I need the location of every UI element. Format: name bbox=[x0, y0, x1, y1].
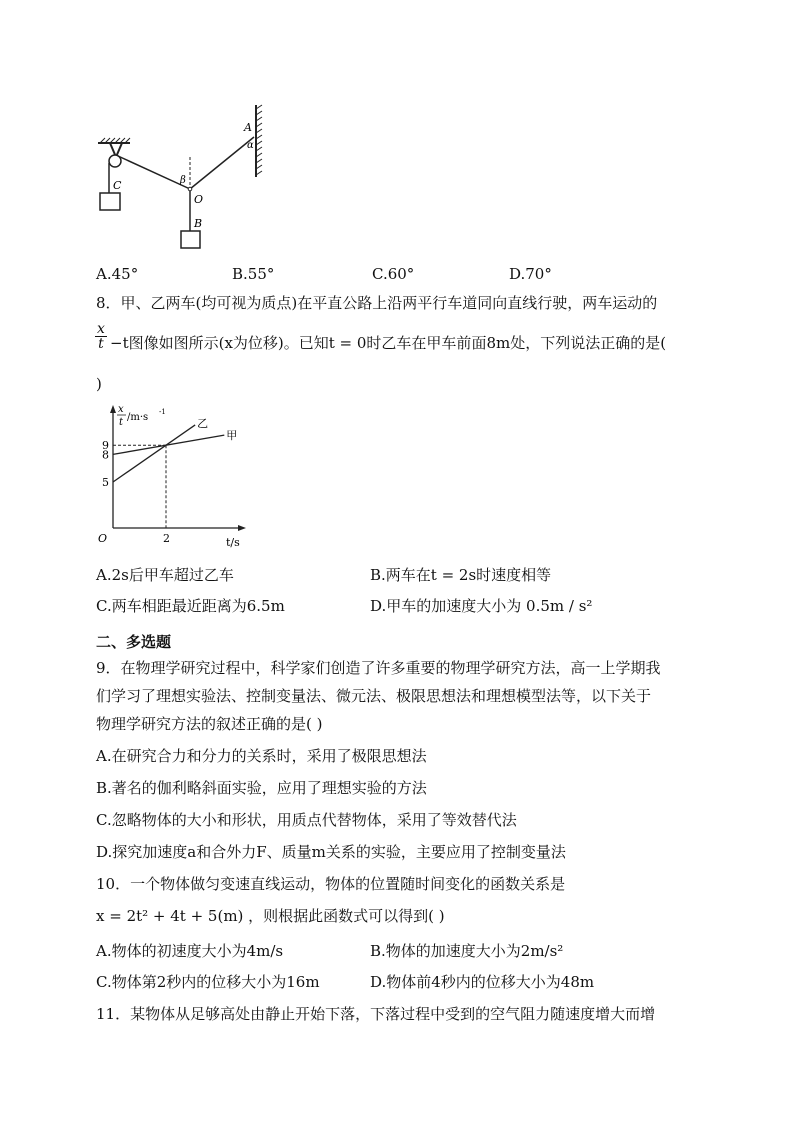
q9-option-c[interactable]: C.忽略物体的大小和形状，用质点代替物体，采用了等效替代法 bbox=[96, 811, 517, 829]
q7-pulley-figure bbox=[90, 95, 290, 255]
y-unit: /m·s bbox=[127, 412, 149, 423]
x-tick-2: 2 bbox=[163, 532, 170, 545]
q8-stem-line2: −t图像如图所示(x为位移)。已知t = 0时乙车在甲车前面8m处，下列说法正确的是( bbox=[110, 334, 667, 352]
y-label-num: x bbox=[118, 404, 124, 415]
q8-option-d[interactable]: D.甲车的加速度大小为 0.5m / s² bbox=[370, 597, 593, 615]
series-line-yi bbox=[113, 425, 195, 482]
q9-stem-line2: 们学习了理想实验法、控制变量法、微元法、极限思想法和理想模型法等，以下关于 bbox=[96, 687, 652, 705]
q8-stem-line3: ) bbox=[96, 375, 102, 393]
section-2-title: 二、多选题 bbox=[96, 633, 172, 651]
q7-option-b[interactable]: B.55° bbox=[232, 265, 275, 283]
q8-frac-num: x bbox=[97, 321, 105, 337]
q8-option-a[interactable]: A.2s后甲车超过乙车 bbox=[96, 566, 234, 584]
q7-option-c[interactable]: C.60° bbox=[372, 265, 415, 283]
q8-fraction bbox=[95, 322, 107, 351]
y-axis-arrow-icon bbox=[110, 405, 116, 413]
chart-marks bbox=[102, 417, 237, 545]
q9-stem-line1: 9．在物理学研究过程中，科学家们创造了许多重要的物理学研究方法，高一上学期我 bbox=[96, 659, 661, 677]
q7-option-d[interactable]: D.70° bbox=[509, 265, 552, 283]
block-b bbox=[181, 231, 200, 248]
rope-o-a bbox=[190, 137, 254, 189]
x-axis-label: t/s bbox=[226, 536, 240, 549]
block-c bbox=[100, 193, 120, 210]
q10-stem-line2: x = 2t² + 4t + 5(m) ，则根据此函数式可以得到( ) bbox=[96, 907, 445, 925]
q10-option-b[interactable]: B.物体的加速度大小为2m/s² bbox=[370, 942, 564, 960]
label-beta: β bbox=[180, 175, 186, 186]
q8-option-c[interactable]: C.两车相距最近距离为6.5m bbox=[96, 597, 285, 615]
q9-stem-line3: 物理学研究方法的叙述正确的是( ) bbox=[96, 715, 323, 733]
label-o: O bbox=[194, 193, 204, 206]
label-a: A bbox=[244, 121, 252, 134]
q10-option-c[interactable]: C.物体第2秒内的位移大小为16m bbox=[96, 973, 320, 991]
q10-stem-line1: 10．一个物体做匀变速直线运动，物体的位置随时间变化的函数关系是 bbox=[96, 875, 566, 893]
series-label-yi: 乙 bbox=[197, 416, 209, 430]
series-label-jia: 甲 bbox=[226, 429, 238, 443]
q7-option-a[interactable]: A.45° bbox=[96, 265, 139, 283]
label-c: C bbox=[113, 179, 122, 192]
x-axis-arrow-icon bbox=[238, 525, 246, 531]
q8-stem-line1: 8．甲、乙两车(均可视为质点)在平直公路上沿两平行车道同向直线行驶，两车运动的 bbox=[96, 294, 658, 312]
q8-frac-den: t bbox=[95, 336, 107, 351]
q10-option-a[interactable]: A.物体的初速度大小为4m/s bbox=[96, 942, 284, 960]
q7-options bbox=[96, 264, 696, 284]
q8-xt-graph bbox=[95, 400, 255, 550]
y-tick-5: 5 bbox=[102, 476, 109, 489]
q11-stem-line1: 11．某物体从足够高处由静止开始下落，下落过程中受到的空气阻力随速度增大而增 bbox=[96, 1005, 656, 1023]
knot-o bbox=[188, 187, 192, 191]
y-label-den: t bbox=[119, 417, 124, 428]
label-b: B bbox=[194, 217, 203, 230]
y-tick-9: 9 bbox=[102, 439, 109, 453]
q10-option-d[interactable]: D.物体前4秒内的位移大小为48m bbox=[370, 973, 595, 991]
q9-option-b[interactable]: B.著名的伽利略斜面实验，应用了理想实验的方法 bbox=[96, 779, 427, 797]
q9-option-a[interactable]: A.在研究合力和分力的关系时，采用了极限思想法 bbox=[96, 747, 427, 765]
origin-label: O bbox=[98, 532, 108, 545]
q9-option-d[interactable]: D.探究加速度a和合外力F、质量m关系的实验，主要应用了控制变量法 bbox=[96, 843, 566, 861]
q8-option-b[interactable]: B.两车在t = 2s时速度相等 bbox=[370, 566, 552, 584]
y-unit-exp: -1 bbox=[159, 408, 166, 416]
y-tick-8: 8 bbox=[102, 448, 109, 462]
label-alpha: α bbox=[247, 140, 254, 151]
